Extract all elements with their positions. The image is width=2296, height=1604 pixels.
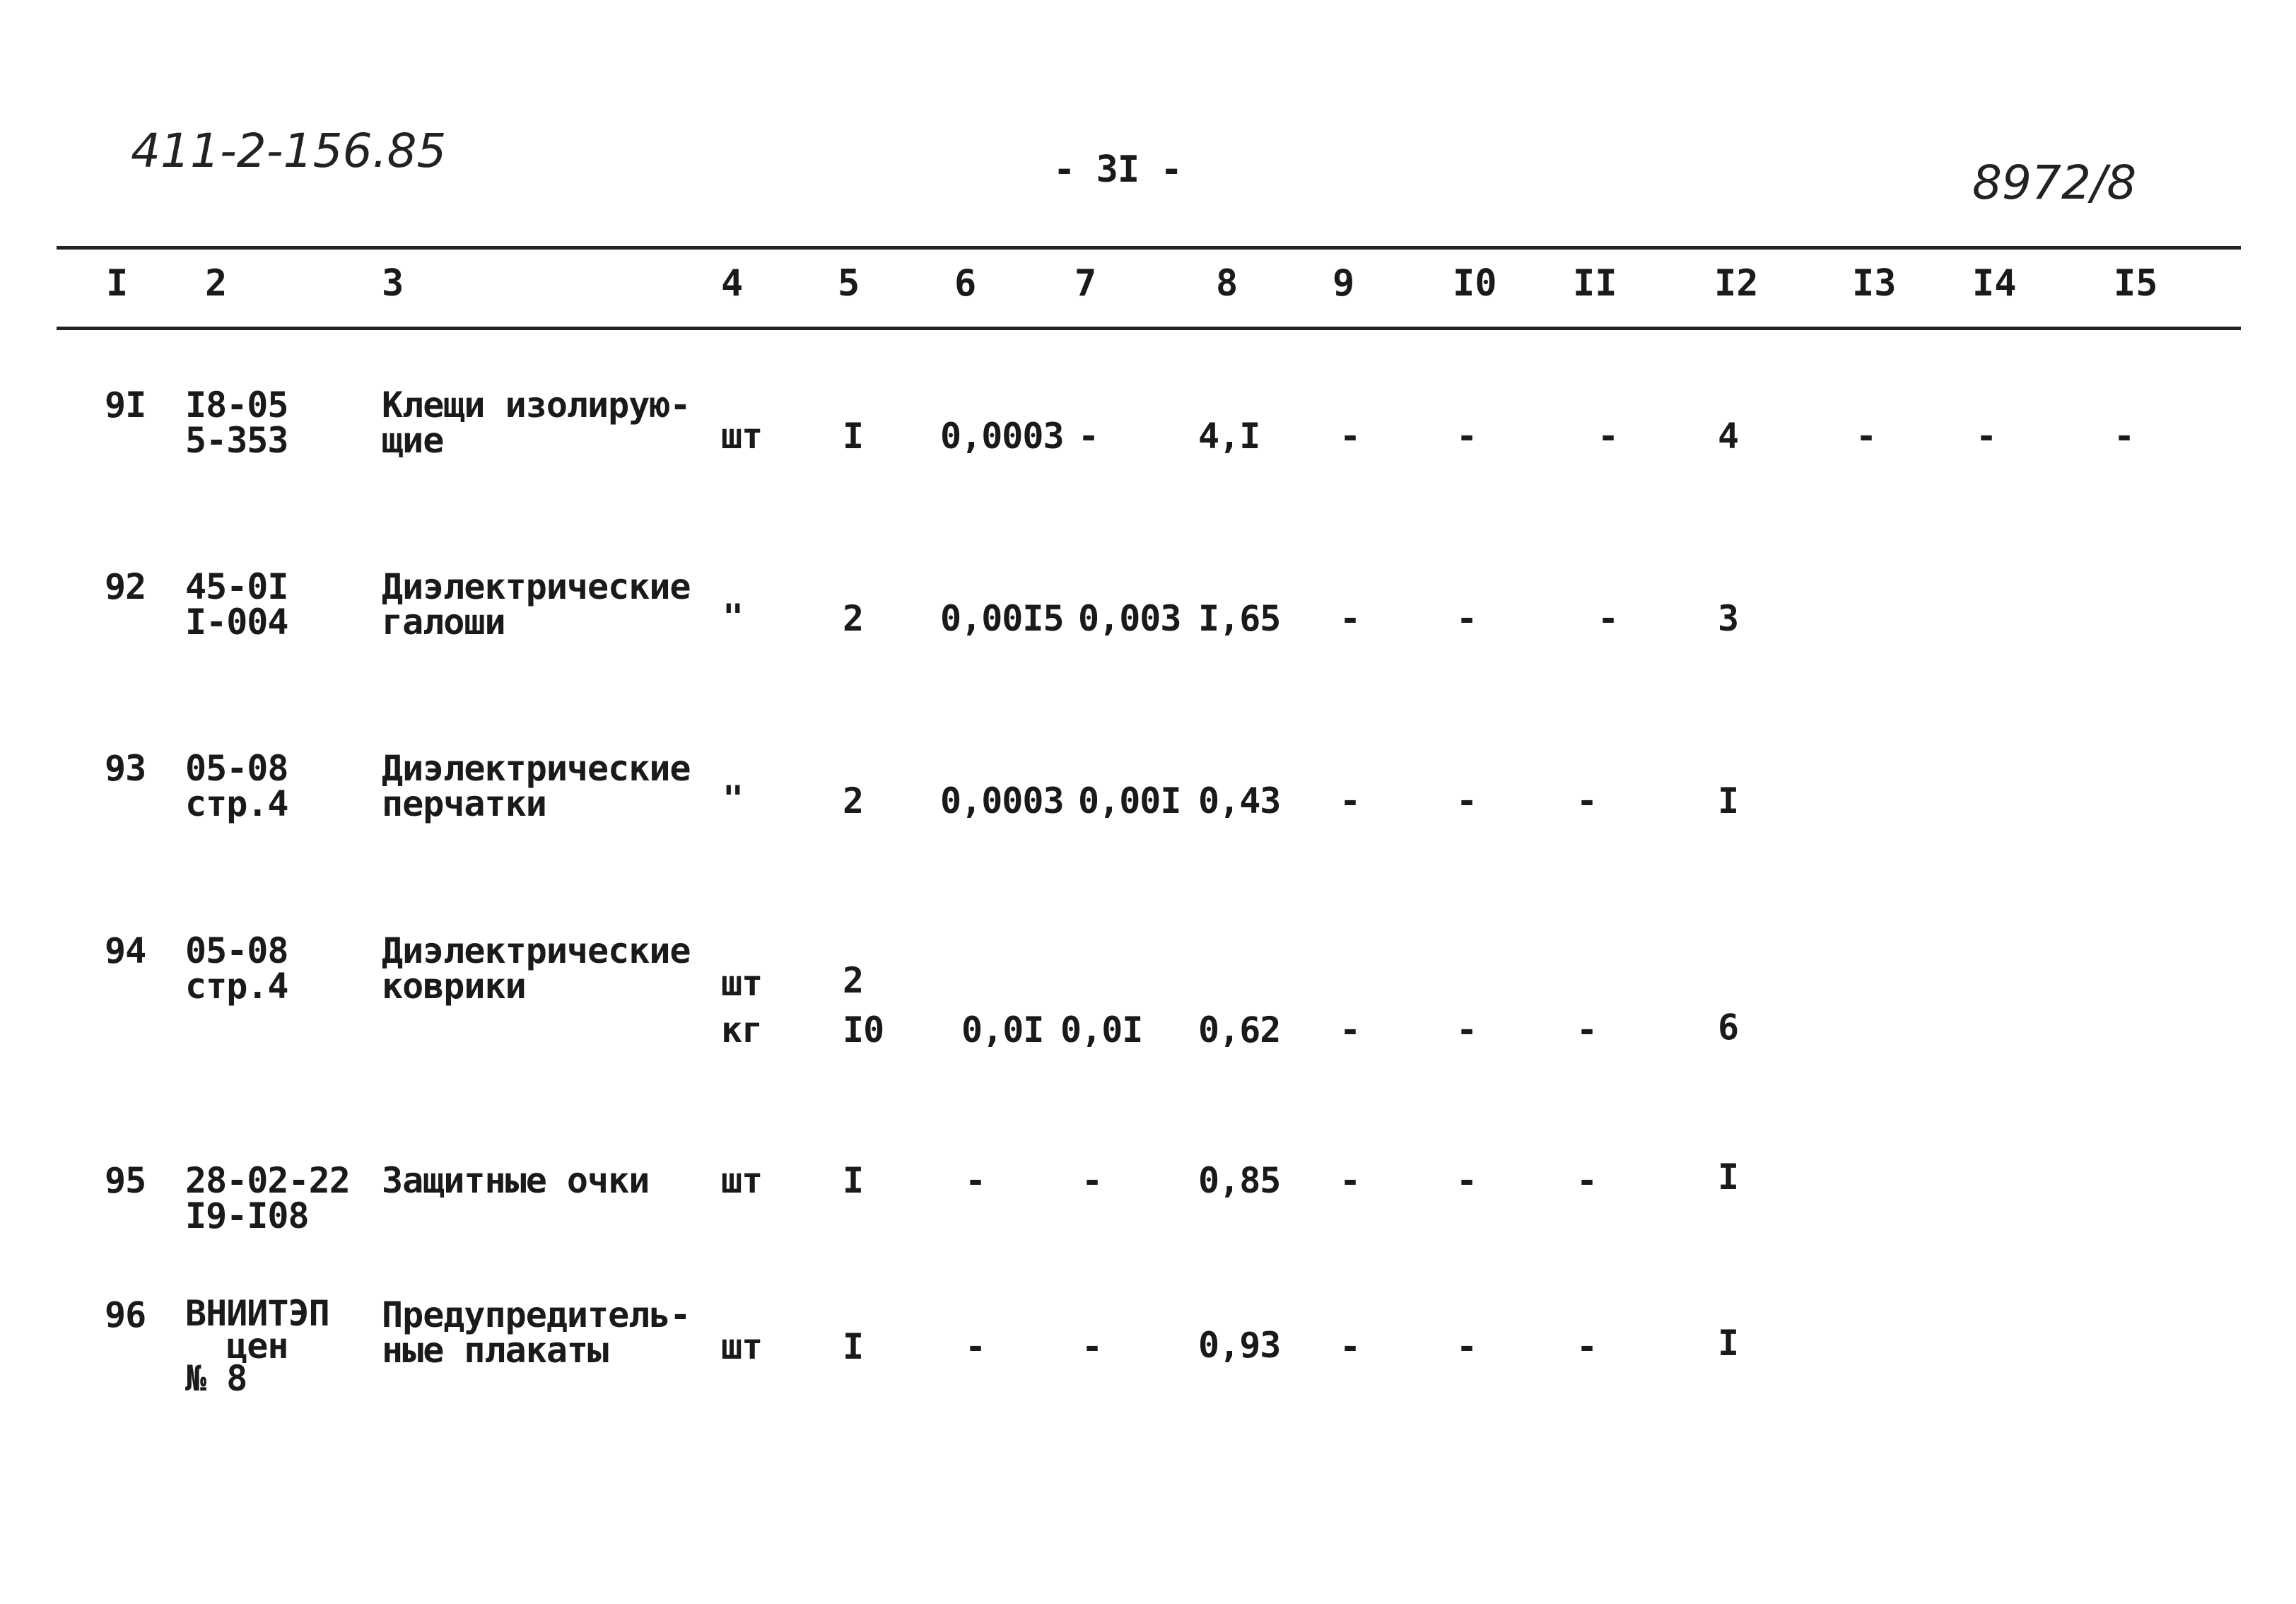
row-col10: - — [1456, 1326, 1477, 1367]
row-name: Диэлектрические перчатки — [382, 748, 691, 824]
column-header-6: 6 — [954, 262, 977, 305]
row-qty: I — [843, 1160, 864, 1201]
row-col12: I — [1718, 1157, 1739, 1198]
row-unit: шт — [721, 416, 763, 457]
row-name: Диэлектрические коврики — [382, 930, 691, 1007]
column-header-9: 9 — [1332, 262, 1355, 305]
row-col12: I — [1718, 780, 1739, 821]
row-col8: 0,85 — [1198, 1160, 1281, 1201]
row-col11: - — [1576, 1009, 1598, 1050]
row-qty: 2 — [843, 598, 864, 639]
row-col6: 0,00I5 — [940, 598, 1064, 639]
row-col6: - — [965, 1326, 986, 1367]
column-header-7: 7 — [1074, 262, 1097, 305]
row-code: 45-0I I-004 — [185, 566, 288, 643]
row-number: 94 — [105, 930, 146, 971]
column-header-4: 4 — [721, 262, 744, 305]
header-top-rule — [57, 246, 2241, 250]
row-qty: 2 — [843, 960, 864, 1001]
row-col14: - — [1976, 416, 1997, 457]
row-number: 96 — [105, 1294, 146, 1335]
row-col7: 0,003 — [1078, 598, 1181, 639]
row-col10: - — [1456, 780, 1477, 821]
row-unit: шт — [721, 1326, 763, 1367]
row-name: Диэлектрические галоши — [382, 566, 691, 643]
column-header-2: 2 — [205, 262, 228, 305]
column-header-5: 5 — [838, 262, 860, 305]
column-header-12: I2 — [1714, 262, 1759, 305]
row-col15: - — [2114, 416, 2135, 457]
row-col6: - — [965, 1160, 986, 1201]
row-col9: - — [1340, 416, 1361, 457]
row-col10: - — [1456, 1009, 1477, 1050]
document-code: 411-2-156.85 — [131, 124, 447, 178]
row-col9: - — [1340, 1160, 1361, 1201]
row-code: 05-08 стр.4 — [185, 748, 288, 824]
row-col11: - — [1598, 416, 1619, 457]
row-unit: шт — [721, 963, 763, 1004]
row-name: Защитные очки — [382, 1160, 650, 1201]
row-unit: " — [722, 778, 744, 819]
row-col12: I — [1718, 1323, 1739, 1364]
row-col10: - — [1456, 1160, 1477, 1201]
column-header-8: 8 — [1216, 262, 1238, 305]
row-col6: 0,0003 — [940, 780, 1064, 821]
row-code: 28-02-22 I9-I08 — [185, 1160, 350, 1236]
sheet-code: 8972/8 — [1972, 156, 2137, 210]
row-col9: - — [1340, 1326, 1361, 1367]
row-unit: " — [722, 597, 744, 638]
row-col8: I,65 — [1198, 598, 1281, 639]
row-col10: - — [1456, 598, 1477, 639]
row-code: I8-05 5-353 — [185, 385, 288, 461]
row-col9: - — [1340, 780, 1361, 821]
row-code: ВНИИТЭП цен № 8 — [185, 1293, 329, 1399]
row-unit-secondary: кг — [721, 1009, 763, 1050]
row-qty-secondary: I0 — [843, 1009, 884, 1050]
row-col11: - — [1598, 598, 1619, 639]
row-col7: 0,00I — [1078, 780, 1181, 821]
header-bottom-rule — [57, 327, 2241, 330]
row-col8: 4,I — [1198, 416, 1260, 457]
row-col9: - — [1340, 598, 1361, 639]
column-header-3: 3 — [382, 262, 404, 305]
row-qty: 2 — [843, 780, 864, 821]
row-col7: 0,0I — [1060, 1009, 1143, 1050]
row-name: Клещи изолирую- щие — [382, 385, 691, 461]
row-number: 92 — [105, 566, 146, 607]
row-col7: - — [1082, 1326, 1103, 1367]
page-number: - 3I - — [1053, 148, 1182, 191]
column-header-1: I — [106, 262, 129, 305]
column-header-14: I4 — [1972, 262, 2017, 305]
row-col11: - — [1576, 1160, 1598, 1201]
row-col9: - — [1340, 1009, 1361, 1050]
row-number: 9I — [105, 385, 146, 426]
column-header-15: I5 — [2114, 262, 2158, 305]
row-col7: - — [1082, 1160, 1103, 1201]
row-col11: - — [1576, 780, 1598, 821]
row-number: 95 — [105, 1160, 146, 1201]
column-header-10: I0 — [1453, 262, 1497, 305]
row-code: 05-08 стр.4 — [185, 930, 288, 1007]
column-header-11: II — [1573, 262, 1617, 305]
row-name: Предупредитель- ные плакаты — [382, 1294, 691, 1371]
row-col12: 4 — [1718, 416, 1739, 457]
row-col8: 0,43 — [1198, 780, 1281, 821]
row-col12: 3 — [1718, 598, 1739, 639]
row-number: 93 — [105, 748, 146, 789]
row-col6: 0,0003 — [940, 416, 1064, 457]
row-qty: I — [843, 1326, 864, 1367]
row-qty: I — [843, 416, 864, 457]
row-col8: 0,93 — [1198, 1325, 1281, 1366]
row-col10: - — [1456, 416, 1477, 457]
row-col6: 0,0I — [961, 1009, 1044, 1050]
row-col11: - — [1576, 1326, 1598, 1367]
row-col7: - — [1078, 416, 1099, 457]
row-col13: - — [1856, 416, 1877, 457]
column-header-13: I3 — [1852, 262, 1897, 305]
row-unit: шт — [721, 1160, 763, 1201]
row-col12: 6 — [1718, 1007, 1739, 1048]
row-col8: 0,62 — [1198, 1009, 1281, 1050]
